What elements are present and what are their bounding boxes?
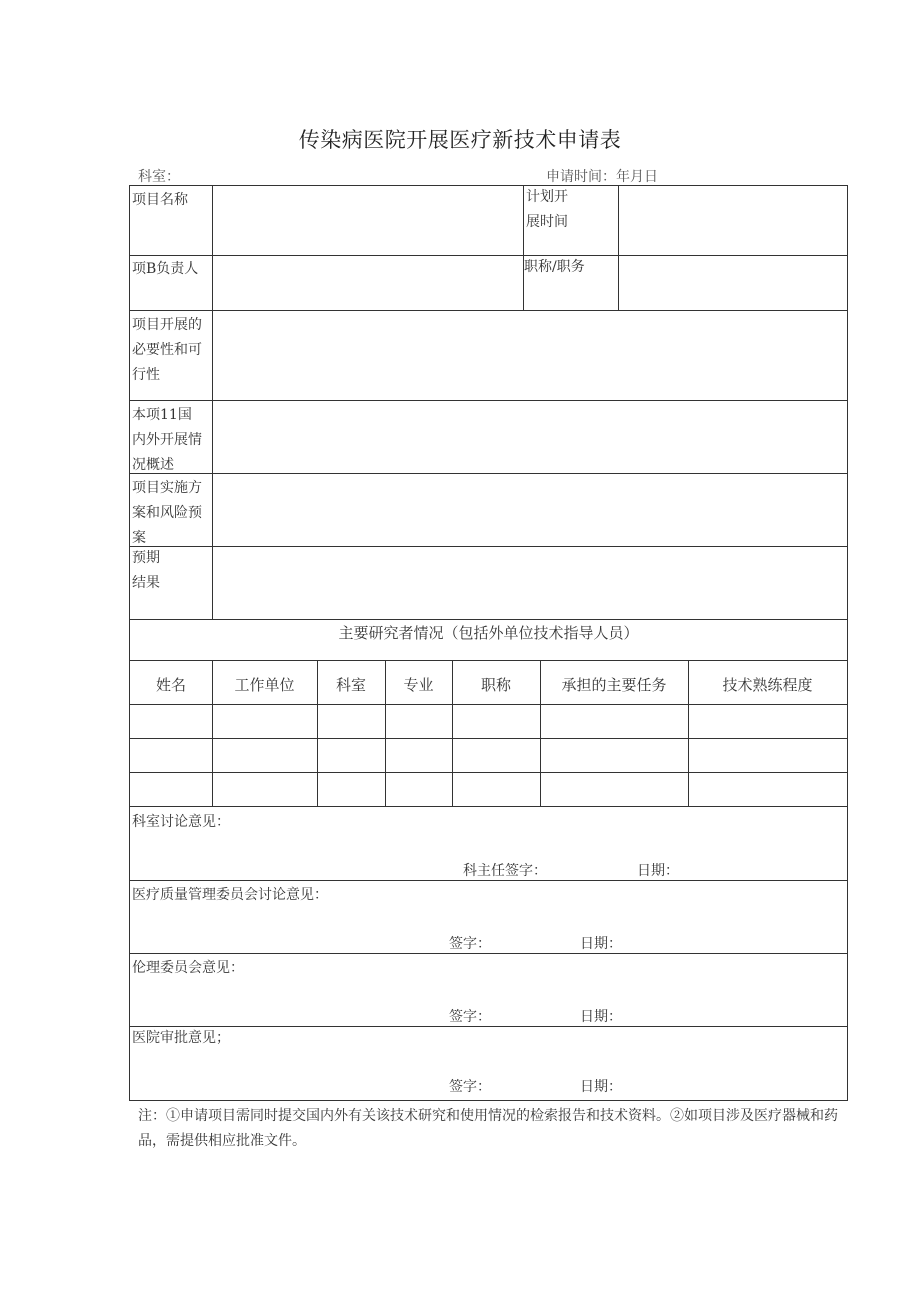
hospital-approval-field[interactable] [130, 1027, 847, 1100]
necessity-field[interactable] [213, 311, 847, 400]
title-position-label: 职称/职务 [524, 259, 585, 275]
col-main-tasks: 承担的主要任务 [561, 676, 667, 694]
hospital-date-label: 日期： [580, 1079, 622, 1095]
hospital-approval-label: 医院审批意见； [132, 1030, 230, 1046]
planned-time-field[interactable] [619, 186, 847, 255]
researchers-title: 主要研究者情况（包括外单位技术指导人员） [338, 624, 639, 642]
col-specialty: 专业 [403, 676, 434, 694]
ethics-committee-opinion-label: 伦理委员会意见： [132, 960, 244, 976]
project-name-field[interactable] [213, 186, 523, 255]
planned-time-label: 计划开 展时间 [526, 189, 568, 230]
expected-result-label: 预期 结果 [132, 550, 160, 591]
project-leader-field[interactable] [213, 256, 523, 310]
dept-date-label: 日期： [637, 863, 679, 879]
form-title: 传染病医院开展医疗新技术申请表 [298, 128, 622, 152]
ethics-signature-label: 签字： [449, 1009, 491, 1025]
project-leader-label: 项B负责人 [132, 261, 199, 277]
implementation-plan-label: 项目实施方 案和风险预 案 [132, 480, 202, 546]
table-row[interactable] [130, 705, 847, 738]
quality-committee-opinion-label: 医疗质量管理委员会讨论意见： [132, 887, 328, 903]
title-position-field[interactable] [619, 256, 847, 310]
footnote: 注：①申请项目需同时提交国内外有关该技术研究和使用情况的检索报告和技术资料。②如项目涉及医疗器械和药品，需提供相应批准文件。 [138, 1108, 838, 1149]
project-name-label: 项目名称 [132, 192, 188, 208]
dept-opinion-field[interactable] [130, 807, 847, 880]
hospital-signature-label: 签字： [449, 1079, 491, 1095]
col-department: 科室 [335, 676, 366, 694]
department-label: 科室： [138, 169, 180, 185]
expected-result-field[interactable] [213, 547, 847, 619]
dept-head-signature-label: 科主任签字： [463, 863, 547, 879]
necessity-label: 项目开展的 必要性和可 行性 [132, 317, 202, 383]
domestic-status-field[interactable] [213, 401, 847, 473]
implementation-plan-field[interactable] [213, 474, 847, 546]
col-proficiency: 技术熟练程度 [722, 676, 813, 694]
table-row[interactable] [130, 739, 847, 772]
dept-opinion-label: 科室讨论意见： [132, 814, 230, 830]
quality-date-label: 日期： [580, 936, 622, 952]
col-name: 姓名 [155, 676, 186, 694]
apply-time-label: 申请时间：年月日 [546, 169, 658, 185]
application-form-table [129, 185, 848, 1101]
domestic-status-label: 本项11国 内外开展情 况概述 [132, 407, 202, 473]
ethics-date-label: 日期： [580, 1009, 622, 1025]
quality-signature-label: 签字： [449, 936, 491, 952]
col-title: 职称 [480, 676, 511, 694]
col-work-unit: 工作单位 [234, 676, 295, 694]
table-row[interactable] [130, 773, 847, 806]
quality-committee-opinion-field[interactable] [130, 881, 847, 953]
ethics-committee-opinion-field[interactable] [130, 954, 847, 1026]
